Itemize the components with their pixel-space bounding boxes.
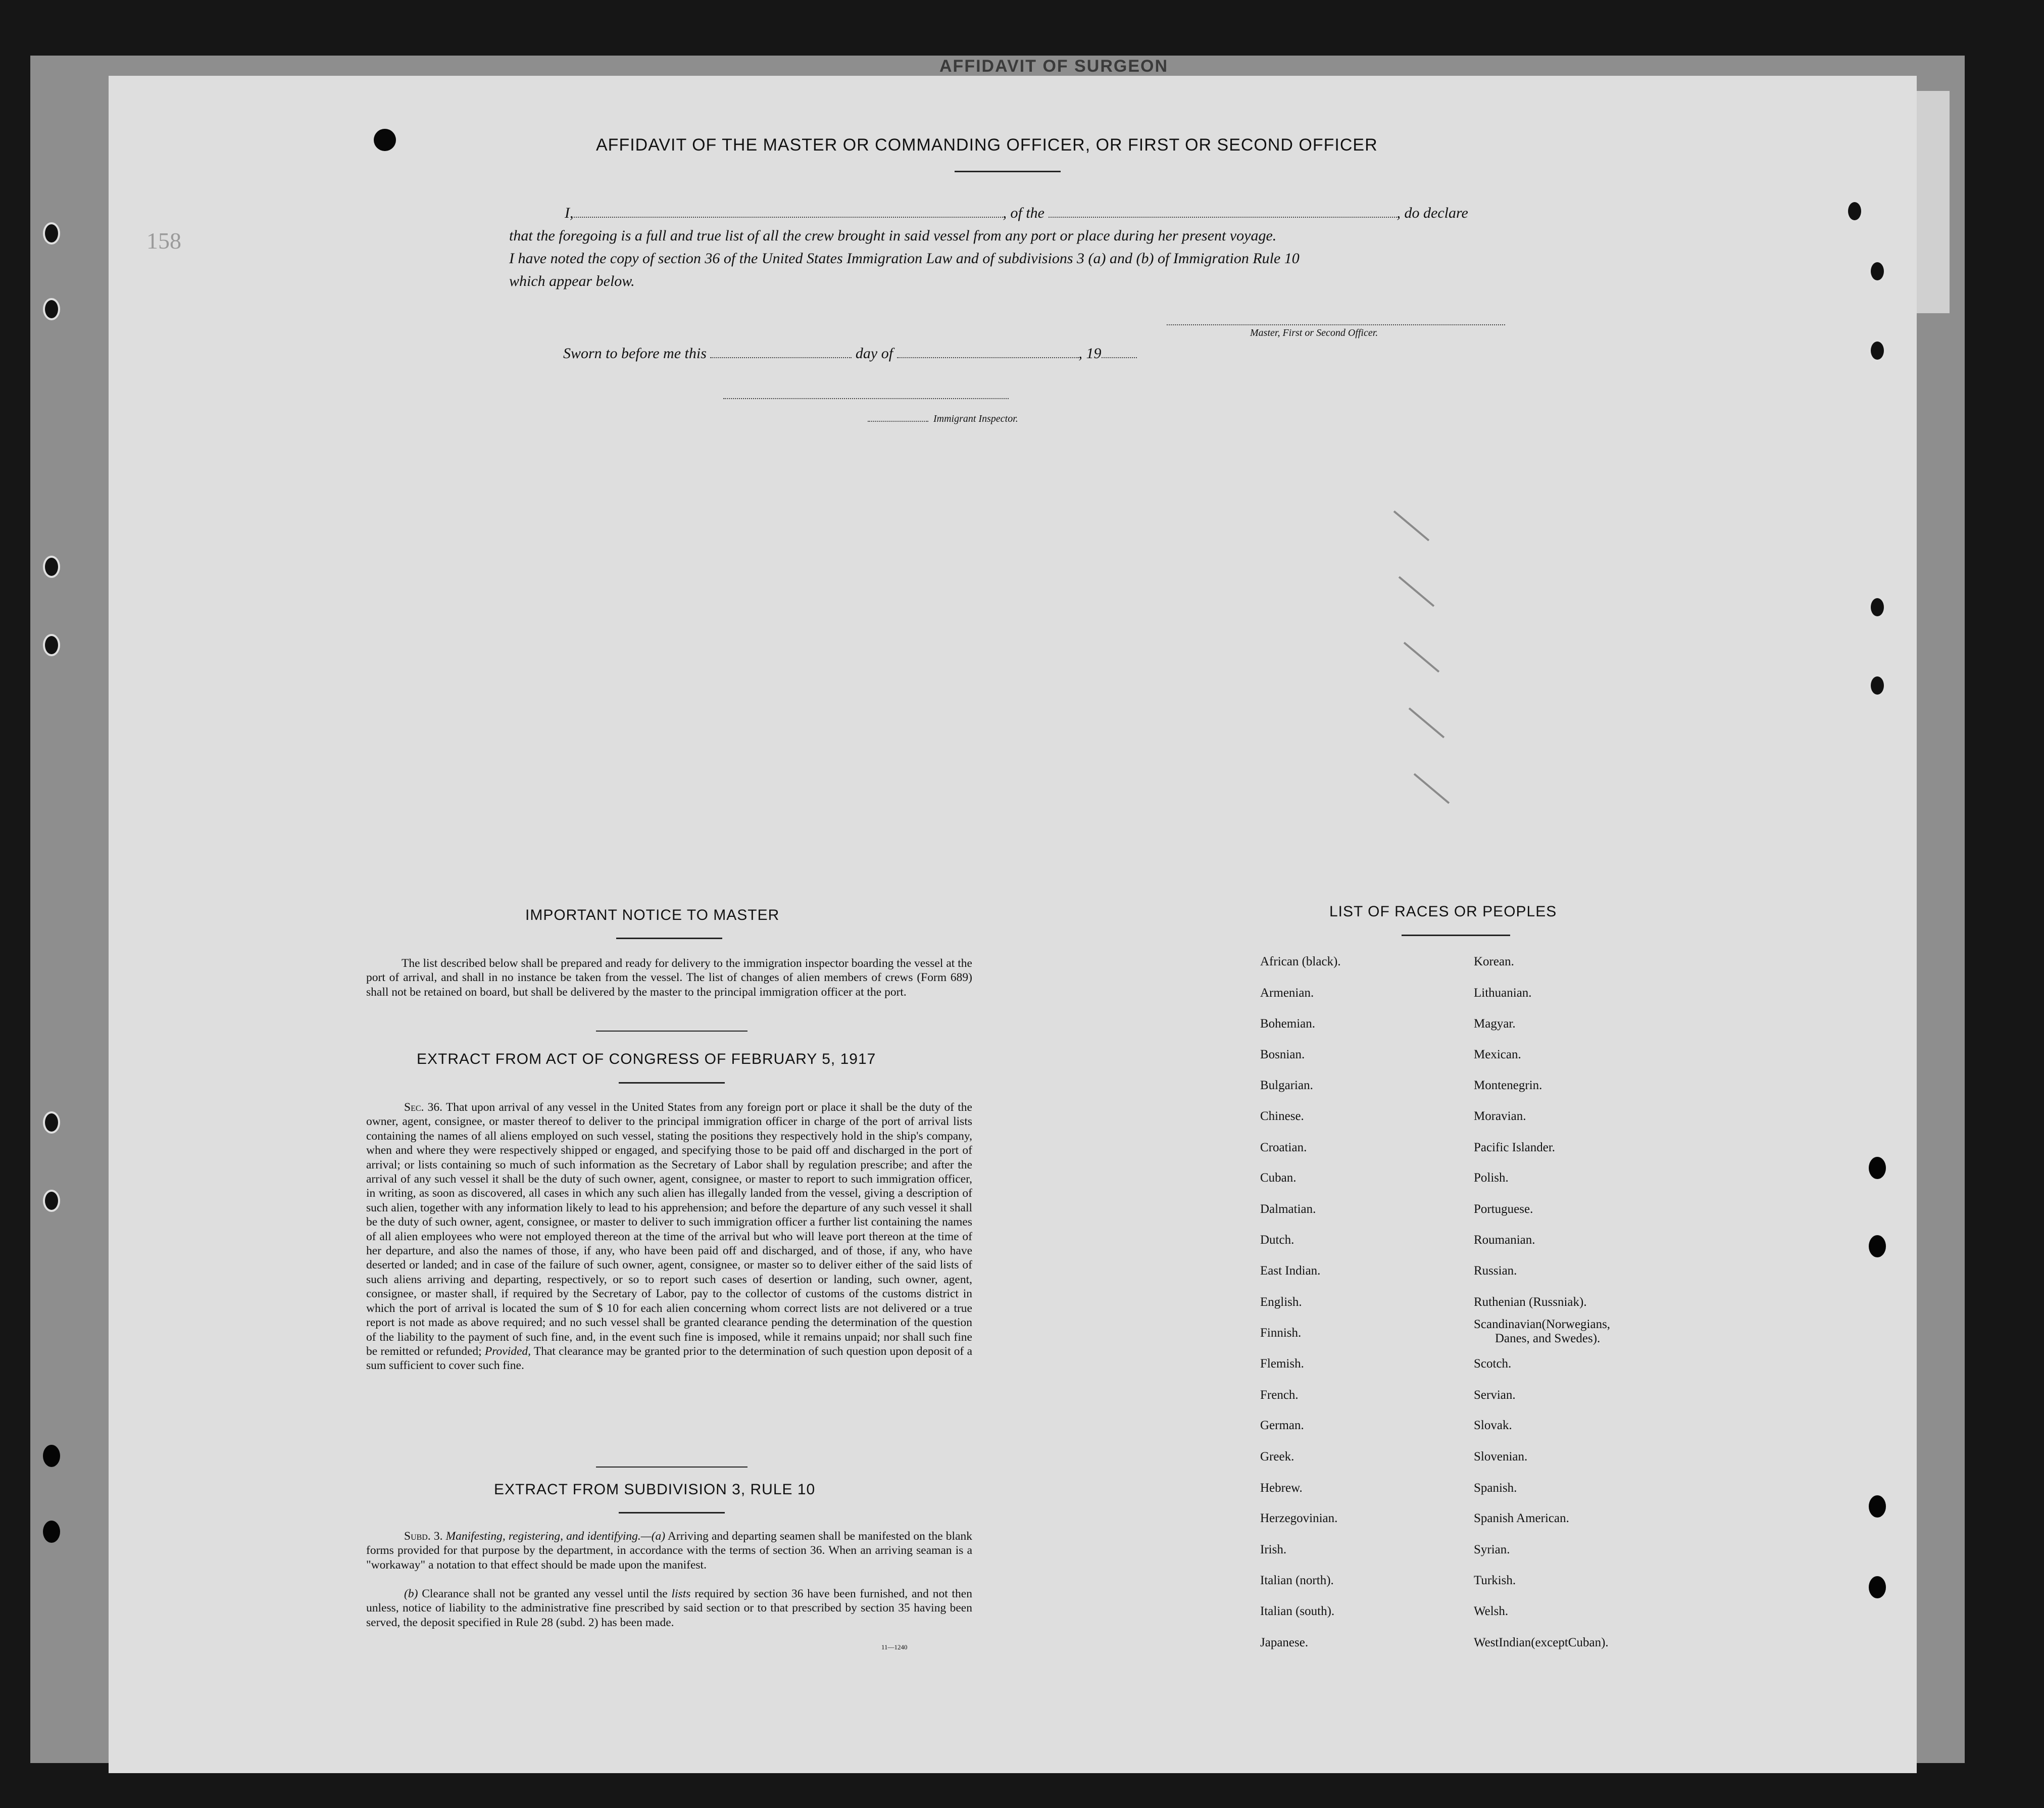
- race-item: Russian.: [1474, 1264, 1517, 1278]
- inspector-signature-line[interactable]: [723, 398, 1009, 399]
- sec-label: Sec. 36.: [404, 1101, 443, 1114]
- affidavit-i: I,: [565, 205, 574, 221]
- race-item: African (black).: [1260, 955, 1341, 968]
- race-item: Pacific Islander.: [1474, 1141, 1556, 1154]
- sworn-day-blank[interactable]: [710, 357, 852, 358]
- affidavit-line-4: which appear below.: [509, 273, 635, 289]
- race-item: Italian (south).: [1260, 1604, 1335, 1618]
- race-item: Montenegrin.: [1474, 1079, 1542, 1092]
- race-item: Korean.: [1474, 955, 1514, 968]
- race-item: French.: [1260, 1388, 1299, 1402]
- race-item: Italian (north).: [1260, 1574, 1334, 1587]
- sworn-year: , 19: [1078, 345, 1102, 362]
- affidavit-line-2: that the foregoing is a full and true list of all the crew brought in said vessel from any port or place during her present voyage.: [509, 227, 1277, 244]
- race-item: Slovenian.: [1474, 1450, 1528, 1463]
- notice-separator: [596, 1031, 747, 1032]
- inspector-prefix-line: [868, 421, 928, 422]
- notice-title: IMPORTANT NOTICE TO MASTER: [525, 907, 780, 923]
- binder-hole: [43, 1111, 60, 1134]
- act-body-end: That clearance may be granted prior to the determination of such question upon deposit of a sum sufficient to cover such fine.: [366, 1344, 973, 1373]
- act-title: EXTRACT FROM ACT OF CONGRESS OF FEBRUARY 5, 1917: [417, 1051, 876, 1067]
- race-item: Dutch.: [1260, 1233, 1294, 1247]
- race-item: German.: [1260, 1419, 1304, 1432]
- binder-hole: [43, 298, 60, 320]
- binder-hole: [1846, 200, 1863, 222]
- rule10-text-b: [366, 1587, 972, 1630]
- race-item: Welsh.: [1474, 1604, 1509, 1618]
- race-item: Moravian.: [1474, 1109, 1526, 1123]
- sworn-prefix: Sworn to before me this: [563, 345, 707, 362]
- rule10-heading: Manifesting, registering, and identifying.—(a): [445, 1530, 666, 1543]
- race-item: Hebrew.: [1260, 1481, 1303, 1495]
- race-item: Portuguese.: [1474, 1202, 1533, 1216]
- rule10-underline: [619, 1512, 725, 1513]
- race-item: Greek.: [1260, 1450, 1294, 1463]
- race-item: Magyar.: [1474, 1017, 1516, 1031]
- race-item: Roumanian.: [1474, 1233, 1535, 1247]
- act-separator: [596, 1467, 747, 1468]
- sworn-year-blank[interactable]: [1102, 357, 1137, 358]
- race-item: English.: [1260, 1295, 1302, 1309]
- inspector-label: Immigrant Inspector.: [933, 413, 1018, 424]
- race-item: Syrian.: [1474, 1543, 1510, 1556]
- sworn-line: [563, 345, 1137, 362]
- race-item: Servian.: [1474, 1388, 1516, 1402]
- race-item: Danes, and Swedes).: [1495, 1332, 1601, 1345]
- binder-hole: [43, 1190, 60, 1212]
- race-item: Turkish.: [1474, 1574, 1516, 1587]
- binder-hole: [43, 1445, 60, 1467]
- binder-hole: [43, 634, 60, 656]
- punch-hole: [374, 129, 396, 151]
- rule10-title: EXTRACT FROM SUBDIVISION 3, RULE 10: [494, 1481, 816, 1498]
- act-text: [366, 1100, 972, 1373]
- affidavit-title: AFFIDAVIT OF THE MASTER OR COMMANDING OFFICER, OR FIRST OR SECOND OFFICER: [596, 135, 1378, 155]
- affidavit-declare: , do declare: [1397, 205, 1468, 221]
- binder-hole: [1869, 260, 1886, 282]
- rule10-body-b2: required by section 36 have been furnished, and not then unless, notice of liability to the administrative fine prescribed by said section or to that prescribed by section 35 having been served, the deposit specified in Rule 28 (subd. 2) has been made.: [366, 1587, 972, 1629]
- race-item: Cuban.: [1260, 1171, 1297, 1185]
- race-item: Scotch.: [1474, 1357, 1512, 1371]
- race-item: Spanish.: [1474, 1481, 1517, 1495]
- race-item: WestIndian(exceptCuban).: [1474, 1636, 1609, 1649]
- race-item: Ruthenian (Russniak).: [1474, 1295, 1587, 1309]
- races-underline: [1402, 935, 1510, 936]
- document-page: [109, 76, 1917, 1773]
- binder-hole: [1869, 1576, 1886, 1598]
- binder-hole: [1869, 1495, 1886, 1518]
- notice-text: The list described below shall be prepared and ready for delivery to the immigration inspector boarding the vessel at the port of arrival, and shall in no instance be taken from the vessel. The list of changes of alien members of crews (Form 689) shall not be retained on board, but shall be delivered by the master to the principal immigration officer at the port.: [366, 957, 972, 999]
- form-number: 11—1240: [881, 1643, 908, 1651]
- act-underline: [619, 1082, 725, 1084]
- binder-hole: [1869, 1235, 1886, 1257]
- races-title: LIST OF RACES OR PEOPLES: [1329, 903, 1557, 920]
- race-item: Polish.: [1474, 1171, 1509, 1185]
- binder-hole: [1869, 339, 1886, 362]
- binder-hole: [43, 1521, 60, 1543]
- rule10-lists: lists: [671, 1587, 691, 1600]
- race-item: Slovak.: [1474, 1419, 1512, 1432]
- affidavit-of-the: , of the: [1003, 205, 1044, 221]
- rule10-b-label: (b): [404, 1587, 418, 1600]
- rule10-body-b1: Clearance shall not be granted any vessel until the: [422, 1587, 668, 1600]
- binder-hole: [1869, 674, 1886, 697]
- signature-line[interactable]: [1167, 324, 1505, 325]
- binder-hole: [43, 556, 60, 578]
- race-item: Flemish.: [1260, 1357, 1304, 1371]
- binder-hole: [43, 222, 60, 245]
- rule10-body-a: Arriving and departing seamen shall be manifested on the blank forms provided for that purpose by the department, in accordance with the terms of section 36. When an arriving seaman is a "workaway" a notation to that effect should be made upon the manifest.: [366, 1530, 973, 1572]
- act-body: That upon arrival of any vessel in the United States from any foreign port or place it shall be the duty of the owner, agent, consignee, or master thereof to deliver to the principal immigration officer in charge of the port of arrival lists containing the names of all aliens employed on such vessel, stating the positions they respectively hold in the ship's company, when and where they were respectively shipped or engaged, and specifying those to be paid off and discharged in the port of arrival; or lists containing so much of such information as the Secretary of Labor shall by regulation prescribe; and after the arrival of any such vessel it shall be the duty of such owner, agent, consignee, or master to report to such immigration officer, in writing, as soon as discovered, all cases in which any such alien has illegally landed from the vessel, giving a description of such alien, together with any information likely to lead to his apprehension; and before the departure of any such vessel it shall be the duty of such owner, agent, consignee, or master to deliver to such immigration officer a further list containing the names of all alien employees who were not employed thereon at the time of the arrival but who will leave port thereon at the time of her departure, and also the names of those, if any, who have been paid off and discharged, and of those, if any, who have deserted or landed; and in case of the failure of such owner, agent, consignee, or master so to deliver either of the said lists of such aliens arriving and departing, respectively, or so to report such cases of desertion or landing, such owner, agent, consignee, or master shall, if required by the Secretary of Labor, pay to the collector of customs of the customs district in which the port of arrival is located the sum of $ 10 for each alien concerning whom correct lists are not delivered or a true report is not made as above required; and no such vessel shall be granted clearance pending the determination of the question of the liability to the payment of such fine, and, in the event such fine is imposed, while it remains unpaid; nor shall such fine be remitted or refunded;: [366, 1101, 972, 1358]
- rule10-text-a: [366, 1529, 972, 1572]
- title-underline: [955, 171, 1061, 172]
- race-item: Armenian.: [1260, 986, 1314, 1000]
- signer-label: Master, First or Second Officer.: [1250, 327, 1378, 338]
- race-item: Bohemian.: [1260, 1017, 1316, 1031]
- act-provided: Provided,: [484, 1344, 531, 1358]
- sworn-day-of: day of: [855, 345, 893, 362]
- race-item: Spanish American.: [1474, 1511, 1569, 1525]
- affidavit-line-1: [565, 205, 1468, 222]
- binder-hole: [1869, 596, 1886, 618]
- race-item: Japanese.: [1260, 1636, 1309, 1649]
- race-item: Bulgarian.: [1260, 1079, 1313, 1092]
- binder-hole: [1869, 1157, 1886, 1179]
- race-item: Chinese.: [1260, 1109, 1304, 1123]
- race-item: Scandinavian(Norwegians,: [1474, 1317, 1611, 1331]
- race-item: Herzegovinian.: [1260, 1511, 1338, 1525]
- race-item: Mexican.: [1474, 1048, 1521, 1061]
- margin-number: 158: [146, 228, 181, 254]
- race-item: Dalmatian.: [1260, 1202, 1316, 1216]
- race-item: Croatian.: [1260, 1141, 1307, 1154]
- race-item: Irish.: [1260, 1543, 1287, 1556]
- bleed-through-title: AFFIDAVIT OF SURGEON: [939, 57, 1169, 76]
- name-blank[interactable]: [574, 216, 1003, 218]
- notice-underline: [616, 938, 722, 939]
- subd-label: Subd. 3.: [404, 1530, 443, 1543]
- race-item: Bosnian.: [1260, 1048, 1305, 1061]
- sworn-month-blank[interactable]: [897, 357, 1079, 358]
- underlying-sheet-edge: [1914, 91, 1950, 313]
- race-item: Lithuanian.: [1474, 986, 1532, 1000]
- affidavit-line-3: I have noted the copy of section 36 of the United States Immigration Law and of subdivisions 3 (a) and (b) of Immigration Rule 10: [509, 250, 1300, 267]
- race-item: East Indian.: [1260, 1264, 1321, 1278]
- race-item: Finnish.: [1260, 1326, 1302, 1340]
- vessel-blank[interactable]: [1049, 216, 1397, 218]
